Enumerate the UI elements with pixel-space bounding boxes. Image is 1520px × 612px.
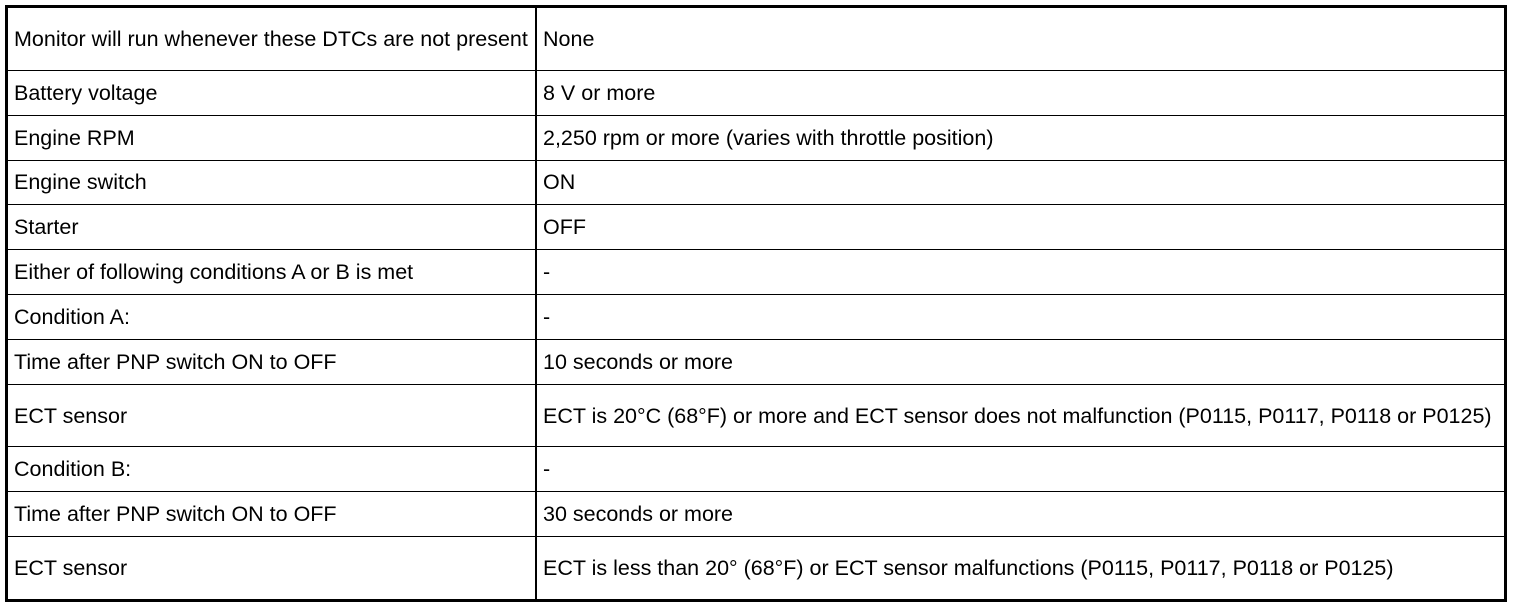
value-cell: 30 seconds or more [536,492,1504,537]
value-cell: OFF [536,205,1504,250]
monitor-conditions-table [8,8,1504,599]
value-cell: ECT is less than 20° (68°F) or ECT sensor malfunctions (P0115, P0117, P0118 or P0125) [536,537,1504,599]
table-row [8,70,1504,115]
table-row [8,340,1504,385]
value-cell: ECT is 20°C (68°F) or more and ECT sensor does not malfunction (P0115, P0117, P0118 or P0125) [536,385,1504,447]
value-cell: ON [536,160,1504,205]
condition-cell: Battery voltage [8,70,536,115]
monitor-conditions-table-wrapper [5,5,1507,602]
table-row [8,8,1504,70]
table-row [8,537,1504,599]
condition-cell: ECT sensor [8,537,536,599]
condition-cell: Time after PNP switch ON to OFF [8,340,536,385]
table-row [8,492,1504,537]
table-row [8,385,1504,447]
value-cell: None [536,8,1504,70]
value-cell: 8 V or more [536,70,1504,115]
condition-cell: Condition A: [8,295,536,340]
table-row [8,295,1504,340]
value-cell: 2,250 rpm or more (varies with throttle position) [536,115,1504,160]
value-cell: 10 seconds or more [536,340,1504,385]
condition-cell: Condition B: [8,447,536,492]
condition-cell: Engine switch [8,160,536,205]
table-row [8,160,1504,205]
condition-cell: Monitor will run whenever these DTCs are not present [8,8,536,70]
table-row [8,115,1504,160]
table-row [8,205,1504,250]
condition-cell: Either of following conditions A or B is met [8,250,536,295]
table-row [8,250,1504,295]
value-cell: - [536,250,1504,295]
condition-cell: Engine RPM [8,115,536,160]
table-row [8,447,1504,492]
condition-cell: Starter [8,205,536,250]
condition-cell: ECT sensor [8,385,536,447]
condition-cell: Time after PNP switch ON to OFF [8,492,536,537]
value-cell: - [536,295,1504,340]
value-cell: - [536,447,1504,492]
